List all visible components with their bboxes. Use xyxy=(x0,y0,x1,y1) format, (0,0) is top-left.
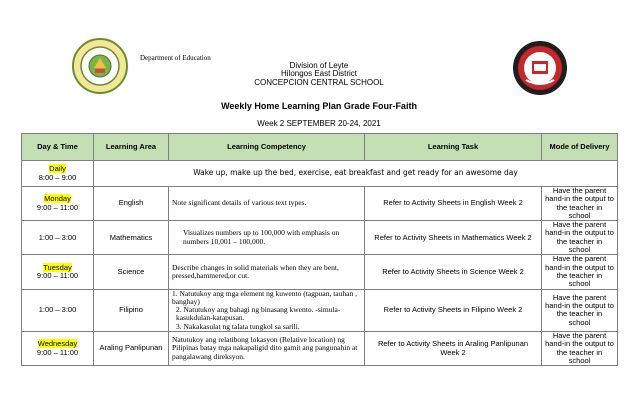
learning-task-cell: Refer to Activity Sheets in Filipino Week 2 xyxy=(365,289,542,331)
time-label: 1:00 – 3:00 xyxy=(38,305,77,315)
competency-item: 3. Nakakasulat ng talata tungkol sa sarili. xyxy=(176,321,300,331)
time-label: 9:00 – 11:00 xyxy=(36,270,79,280)
plan-title: Weekly Home Learning Plan Grade Four-Faith xyxy=(221,101,417,111)
time-label: 9:00 – 11:00 xyxy=(36,347,79,357)
learning-area-cell: Science xyxy=(94,255,169,289)
learning-area-cell: English xyxy=(94,187,169,221)
table-row xyxy=(22,289,618,331)
daily-routine-cell: Wake up, make up the bed, exercise, eat breakfast and get ready for an awesome day xyxy=(94,161,618,187)
table-row xyxy=(22,161,618,187)
table-row xyxy=(22,221,618,255)
day-label: Wednesday xyxy=(37,339,78,349)
day-label: Monday xyxy=(44,194,71,204)
day-time-cell xyxy=(22,332,94,366)
learning-competency-cell: Note significant details of various text types. xyxy=(169,187,365,221)
weekly-plan-table xyxy=(21,133,618,366)
mode-of-delivery-cell: Have the parent hand-in the output to the teacher in school xyxy=(542,187,618,221)
learning-competency-cell: Visualizes numbers up to 100,000 with emphasis on numbers 10,001 – 100,000. xyxy=(169,221,365,255)
division-name: Division of Leyte xyxy=(289,61,349,70)
time-label: 1:00 – 3:00 xyxy=(38,232,77,242)
learning-task-cell: Refer to Activity Sheets in English Week 2 xyxy=(365,187,542,221)
week-label: Week 2 SEPTEMBER 20-24, 2021 xyxy=(257,119,381,128)
department-name: Department of Education xyxy=(140,54,211,62)
column-header: Day & Time xyxy=(22,134,94,161)
learning-competency-cell xyxy=(169,289,365,331)
learning-area-cell: Filipino xyxy=(94,289,169,331)
day-time-cell xyxy=(22,187,94,221)
table-header-row xyxy=(22,134,618,161)
learning-task-cell: Refer to Activity Sheets in Science Week 2 xyxy=(365,255,542,289)
time-label: 8:00 – 9:00 xyxy=(38,172,77,182)
district-name: Hilongos East District xyxy=(280,69,358,78)
competency-item: 1. Natutukoy ang mga element ng kuwento (tagpuan, tauhan , banghay) xyxy=(172,288,357,306)
learning-area-cell: Araling Panlipunan xyxy=(94,332,169,366)
table-row xyxy=(22,332,618,366)
time-label: 9:00 – 11:00 xyxy=(36,202,79,212)
day-time-cell xyxy=(22,289,94,331)
column-header: Learning Area xyxy=(94,134,169,161)
mode-of-delivery-cell: Have the parent hand-in the output to the teacher in school xyxy=(542,332,618,366)
column-header: Learning Task xyxy=(365,134,542,161)
day-time-cell xyxy=(22,221,94,255)
day-time-cell xyxy=(22,161,94,187)
table-row xyxy=(22,187,618,221)
column-header: Mode of Delivery xyxy=(542,134,618,161)
school-name: CONCEPCION CENTRAL SCHOOL xyxy=(254,78,384,87)
learning-competency-cell: Describe changes in solid materials when they are bent, pressed,hammered,or cut. xyxy=(169,255,365,289)
mode-of-delivery-cell: Have the parent hand-in the output to the teacher in school xyxy=(542,221,618,255)
day-label: Daily xyxy=(49,164,66,174)
mode-of-delivery-cell: Have the parent hand-in the output to the teacher in school xyxy=(542,289,618,331)
mode-of-delivery-cell: Have the parent hand-in the output to the teacher in school xyxy=(542,255,618,289)
learning-competency-cell: Natutukoy ang relatibong lokasyon (Relative location) ng Pilipinas batay mga nakapaligid dito gamit ang pangunahin at pangalawang direksyon. xyxy=(169,332,365,366)
learning-task-cell: Refer to Activity Sheets in Mathematics Week 2 xyxy=(365,221,542,255)
day-time-cell xyxy=(22,255,94,289)
learning-task-cell: Refer to Activity Sheets in Araling Panlipunan Week 2 xyxy=(365,332,542,366)
learning-area-cell: Mathematics xyxy=(94,221,169,255)
column-header: Learning Competency xyxy=(169,134,365,161)
day-label: Tuesday xyxy=(43,262,72,272)
table-row xyxy=(22,255,618,289)
competency-item: 2. Natutukoy ang bahagi ng binasang kwento. -simula-kasukdulan-katapusan. xyxy=(176,305,341,323)
